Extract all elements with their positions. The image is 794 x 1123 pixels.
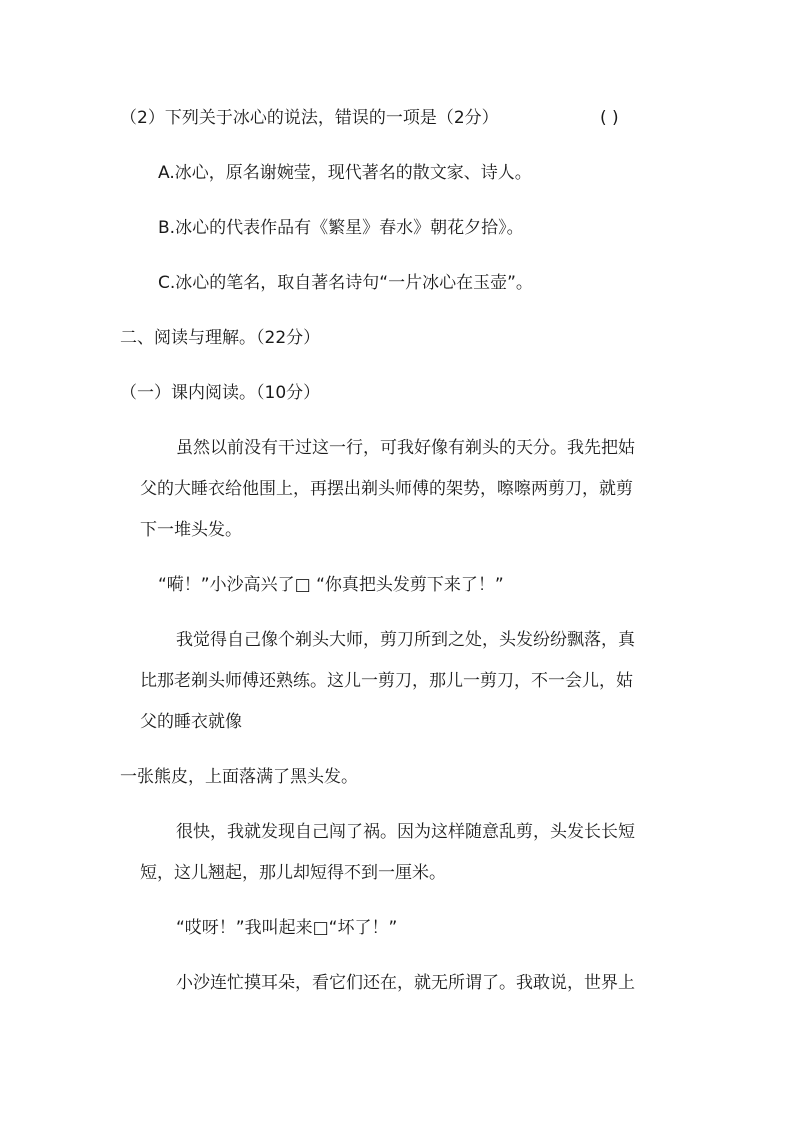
passage-line: 比那老剃头师傅还熟练。这儿一剪刀，那儿一剪刀，不一会儿，姑 bbox=[140, 671, 633, 691]
passage-line: “嗬！”小沙高兴了□ “你真把头发剪下来了！” bbox=[158, 575, 504, 595]
option-b: B.冰心的代表作品有《繁星》春水》朝花夕拾》。 bbox=[158, 218, 524, 238]
question-prompt: （2）下列关于冰心的说法，错误的一项是（2分） bbox=[120, 108, 499, 128]
passage-line: 下一堆头发。 bbox=[140, 520, 242, 540]
answer-bracket: ( ) bbox=[600, 108, 619, 128]
passage-line: 小沙连忙摸耳朵，看它们还在，就无所谓了。我敢说，世界上 bbox=[176, 973, 635, 993]
passage-line: 短，这儿翘起，那儿却短得不到一厘米。 bbox=[140, 863, 446, 883]
option-c: C.冰心的笔名，取自著名诗句“一片冰心在玉壶”。 bbox=[158, 273, 533, 293]
passage-line: 很快，我就发现自己闯了祸。因为这样随意乱剪，头发长长短 bbox=[176, 822, 635, 842]
option-a: A.冰心，原名谢婉莹，现代著名的散文家、诗人。 bbox=[158, 163, 532, 183]
section-subheading: （一）课内阅读。（10分） bbox=[120, 383, 321, 403]
passage-line: “哎呀！”我叫起来□“坏了！” bbox=[176, 918, 398, 938]
passage-line: 虽然以前没有干过这一行，可我好像有剃头的天分。我先把姑 bbox=[176, 438, 635, 458]
passage-line: 我觉得自己像个剃头大师，剪刀所到之处，头发纷纷飘落，真 bbox=[176, 630, 635, 650]
passage-line: 父的睡衣就像 bbox=[140, 712, 242, 732]
section-heading: 二、阅读与理解。（22分） bbox=[120, 328, 321, 348]
passage-line: 一张熊皮，上面落满了黑头发。 bbox=[120, 767, 358, 787]
passage-line: 父的大睡衣给他围上，再摆出剃头师傅的架势，嚓嚓两剪刀，就剪 bbox=[140, 479, 633, 499]
